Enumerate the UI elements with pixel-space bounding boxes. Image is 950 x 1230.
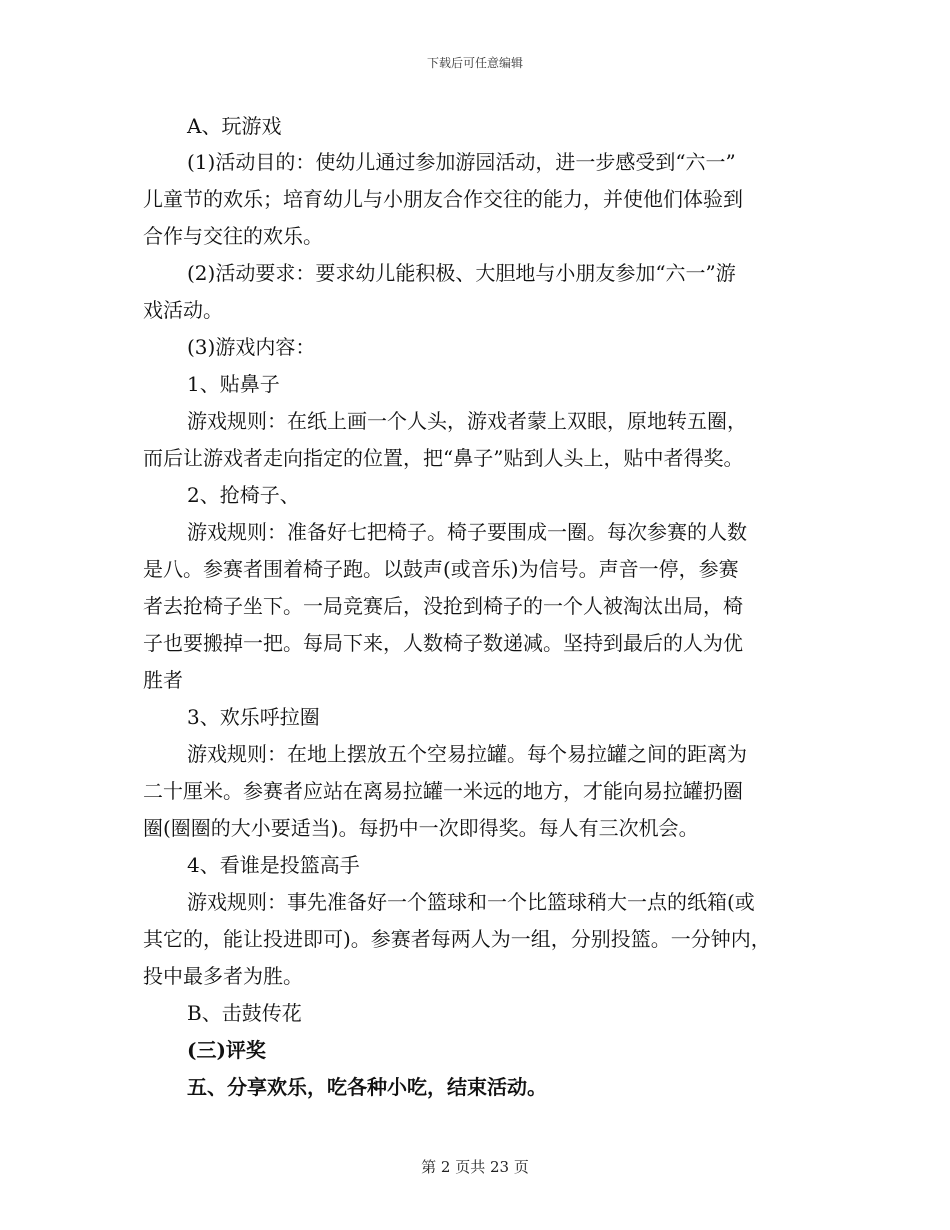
paragraph-line: 合作与交往的欢乐。 xyxy=(143,224,323,248)
paragraph-line: 戏活动。 xyxy=(143,298,223,322)
paragraph-line: 其它的，能让投进即可)。参赛者每两人为一组，分别投篮。一分钟内， xyxy=(143,927,771,951)
game-title: 1、贴鼻子 xyxy=(187,372,280,396)
paragraph-line: (2)活动要求：要求幼儿能积极、大胆地与小朋友参加“六一”游 xyxy=(187,261,736,285)
paragraph-line: 子也要搬掉一把。每局下来，人数椅子数递减。坚持到最后的人为优 xyxy=(143,631,743,655)
paragraph-line: (1)活动目的：使幼儿通过参加游园活动，进一步感受到“六一” xyxy=(187,150,736,174)
section-title-a: A、玩游戏 xyxy=(187,114,282,138)
paragraph-line: 游戏规则：在纸上画一个人头，游戏者蒙上双眼，原地转五圈， xyxy=(187,409,747,433)
paragraph-line: (3)游戏内容： xyxy=(187,335,316,359)
game-title: 3、欢乐呼拉圈 xyxy=(187,705,320,729)
game-title: 2、抢椅子、 xyxy=(187,483,300,507)
paragraph-line: 二十厘米。参赛者应站在离易拉罐一米远的地方，才能向易拉罐扔圈 xyxy=(143,779,743,803)
paragraph-line: 者去抢椅子坐下。一局竞赛后，没抢到椅子的一个人被淘汰出局，椅 xyxy=(143,594,743,618)
paragraph-line: 游戏规则：准备好七把椅子。椅子要围成一圈。每次参赛的人数 xyxy=(187,520,747,544)
page-footer: 第 2 页共 23 页 xyxy=(421,1158,529,1176)
paragraph-line: 游戏规则：在地上摆放五个空易拉罐。每个易拉罐之间的距离为 xyxy=(187,742,747,766)
paragraph-line: 是八。参赛者围着椅子跑。以鼓声(或音乐)为信号。声音一停，参赛 xyxy=(143,557,739,581)
paragraph-line: 胜者 xyxy=(143,668,183,692)
game-title: 4、看谁是投篮高手 xyxy=(187,853,360,877)
section-heading-five: 五、分享欢乐，吃各种小吃，结束活动。 xyxy=(187,1075,547,1099)
page-header: 下载后可任意编辑 xyxy=(426,56,523,70)
paragraph-line: 儿童节的欢乐；培育幼儿与小朋友合作交往的能力，并使他们体验到 xyxy=(143,187,743,211)
paragraph-line: 而后让游戏者走向指定的位置，把“鼻子”贴到人头上，贴中者得奖。 xyxy=(143,446,744,470)
section-title-b: B、击鼓传花 xyxy=(187,1001,302,1025)
paragraph-line: 投中最多者为胜。 xyxy=(143,964,303,988)
paragraph-line: 游戏规则：事先准备好一个篮球和一个比篮球稍大一点的纸箱(或 xyxy=(187,890,755,914)
paragraph-line: 圈(圈圈的大小要适当)。每扔中一次即得奖。每人有三次机会。 xyxy=(143,816,699,840)
section-heading-awards: (三)评奖 xyxy=(187,1038,266,1062)
